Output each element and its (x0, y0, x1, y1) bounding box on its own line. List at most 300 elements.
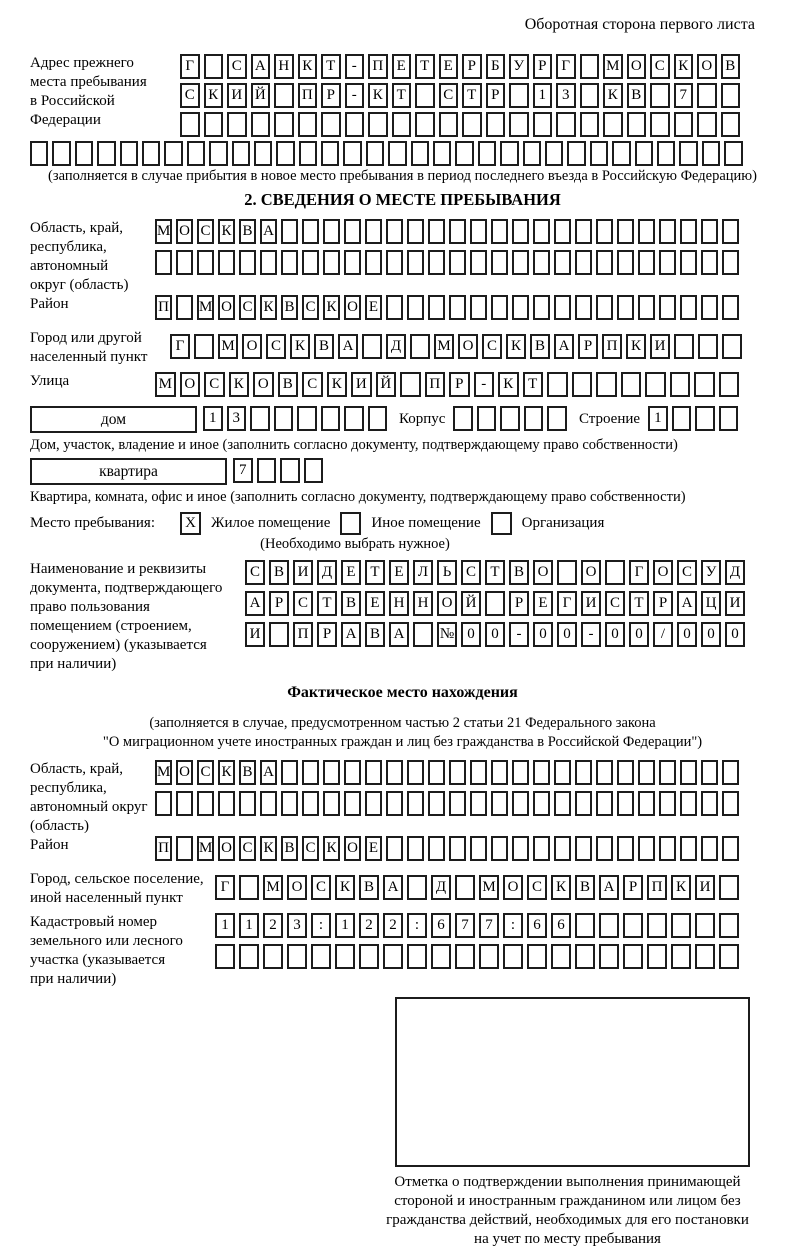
char-cell (388, 141, 406, 166)
char-cell (554, 791, 571, 816)
fact-title: Фактическое место нахождения (287, 684, 518, 701)
char-cell: И (695, 875, 715, 900)
char-cell (719, 913, 739, 938)
char-cell (491, 760, 508, 785)
char-cell: М (434, 334, 454, 359)
label-line: помещением (строением, (30, 618, 192, 634)
char-cell: Н (413, 591, 433, 616)
char-cell (697, 112, 717, 137)
char-cell: Д (431, 875, 451, 900)
fact-raion-row (155, 836, 743, 861)
char-cell: М (263, 875, 283, 900)
char-cell: Й (461, 591, 481, 616)
char-cell (323, 219, 340, 244)
label-line: Область, край, (30, 220, 124, 236)
char-cell (509, 83, 529, 108)
char-cell: Р (623, 875, 643, 900)
doc-block (30, 560, 775, 674)
char-cell (52, 141, 70, 166)
char-cell (176, 836, 193, 861)
label-line: документа, подтверждающего (30, 580, 223, 596)
char-cell: К (603, 83, 623, 108)
dom-caption: Дом, участок, владение и иное (заполнить согласно документу, подтверждающему право собственности) (30, 437, 678, 453)
char-cell (623, 944, 643, 969)
char-cell (486, 112, 506, 137)
doc-row-2 (245, 591, 749, 616)
char-cell: П (602, 334, 622, 359)
char-cell (512, 836, 529, 861)
label-line: иной населенный пункт (30, 890, 183, 906)
char-cell: 7 (674, 83, 694, 108)
char-cell: С (197, 219, 214, 244)
char-cell (575, 913, 595, 938)
char-cell (428, 791, 445, 816)
char-cell (672, 406, 692, 431)
char-cell: - (581, 622, 601, 647)
char-cell: П (155, 836, 172, 861)
place-type-row (30, 512, 775, 535)
char-cell (617, 836, 634, 861)
char-cell: В (359, 875, 379, 900)
char-cell: 2 (263, 913, 283, 938)
char-cell: С (439, 83, 459, 108)
char-cell (311, 944, 331, 969)
label-line: Кадастровый номер (30, 914, 157, 930)
char-cell (680, 760, 697, 785)
kvartira-block (30, 458, 775, 487)
gorod-label (30, 329, 170, 367)
char-cell: О (581, 560, 601, 585)
char-cell (478, 141, 496, 166)
char-cell: О (437, 591, 457, 616)
char-cell (491, 836, 508, 861)
char-cell (281, 760, 298, 785)
char-cell (695, 406, 715, 431)
char-cell: 0 (677, 622, 697, 647)
char-cell (500, 406, 520, 431)
char-cell (697, 83, 717, 108)
char-cell: Р (486, 83, 506, 108)
char-cell (722, 760, 739, 785)
char-cell (176, 791, 193, 816)
fact-gorod-label (30, 870, 215, 908)
prev-address-block (30, 54, 775, 141)
char-cell: К (323, 836, 340, 861)
stamp-caption-line: гражданства действий, необходимых для его постановки (386, 1212, 749, 1228)
char-cell (512, 250, 529, 275)
kadastr-label (30, 913, 215, 989)
char-cell (407, 760, 424, 785)
char-cell (239, 791, 256, 816)
char-cell (722, 219, 739, 244)
char-cell (455, 875, 475, 900)
char-cell: В (239, 760, 256, 785)
char-cell (491, 295, 508, 320)
char-cell: Т (317, 591, 337, 616)
char-cell (204, 54, 224, 79)
char-cell (680, 250, 697, 275)
char-cell (321, 141, 339, 166)
char-cell: А (341, 622, 361, 647)
char-cell: Р (449, 372, 470, 397)
label-line: Область, край, (30, 761, 124, 777)
char-cell (551, 944, 571, 969)
char-cell (386, 836, 403, 861)
char-cell: 0 (725, 622, 745, 647)
ulitsa-block (30, 372, 775, 401)
char-cell (554, 760, 571, 785)
checkbox-inoe-pomeshchenie (340, 512, 361, 535)
char-cell: С (311, 875, 331, 900)
char-cell (75, 141, 93, 166)
char-cell (386, 295, 403, 320)
char-cell: 7 (455, 913, 475, 938)
char-cell (30, 141, 48, 166)
char-cell (218, 250, 235, 275)
place-type-note: (Необходимо выбрать нужное) (260, 536, 450, 552)
char-cell (556, 112, 576, 137)
char-cell (617, 295, 634, 320)
char-cell (433, 141, 451, 166)
char-cell (545, 141, 563, 166)
char-cell: Г (180, 54, 200, 79)
char-cell (596, 295, 613, 320)
korpus-label: Корпус (399, 411, 446, 427)
char-cell (617, 219, 634, 244)
fact-oblast-row-2 (155, 791, 743, 816)
label-line: участка (указывается (30, 952, 166, 968)
char-cell (554, 219, 571, 244)
char-cell: М (479, 875, 499, 900)
dom-field-label-box: дом (30, 406, 197, 433)
char-cell (413, 622, 433, 647)
char-cell: О (253, 372, 274, 397)
char-cell (428, 760, 445, 785)
char-cell: А (677, 591, 697, 616)
char-cell (701, 295, 718, 320)
char-cell (680, 295, 697, 320)
char-cell: 3 (287, 913, 307, 938)
char-cell (239, 944, 259, 969)
char-cell (638, 836, 655, 861)
char-cell (297, 406, 317, 431)
raion-row (155, 295, 743, 320)
char-cell (575, 791, 592, 816)
char-cell (274, 83, 294, 108)
char-cell (321, 112, 341, 137)
char-cell: А (251, 54, 271, 79)
char-cell (659, 836, 676, 861)
label-line: республика, (30, 780, 107, 796)
char-cell (410, 334, 430, 359)
char-cell (533, 295, 550, 320)
char-cell (596, 836, 613, 861)
raion-label: Район (30, 296, 69, 312)
char-cell (415, 83, 435, 108)
char-cell (623, 913, 643, 938)
char-cell (638, 250, 655, 275)
char-cell (386, 791, 403, 816)
char-cell: К (260, 836, 277, 861)
char-cell (269, 622, 289, 647)
char-cell (180, 112, 200, 137)
char-cell (439, 112, 459, 137)
char-cell (197, 791, 214, 816)
char-cell: П (298, 83, 318, 108)
char-cell (509, 112, 529, 137)
char-cell: И (293, 560, 313, 585)
prev-address-row-3 (180, 112, 744, 137)
char-cell: В (509, 560, 529, 585)
label-line: Город или другой (30, 330, 142, 346)
label-line: республика, (30, 239, 107, 255)
char-cell: К (323, 295, 340, 320)
char-cell (470, 295, 487, 320)
char-cell: К (368, 83, 388, 108)
char-cell (679, 141, 697, 166)
char-cell: К (327, 372, 348, 397)
oblast-label (30, 219, 155, 295)
char-cell: К (335, 875, 355, 900)
char-cell (232, 141, 250, 166)
char-cell: Р (317, 622, 337, 647)
char-cell (477, 406, 497, 431)
char-cell: Й (376, 372, 397, 397)
char-cell: - (345, 83, 365, 108)
char-cell: Р (509, 591, 529, 616)
char-cell: У (701, 560, 721, 585)
label-line: округ (область) (30, 277, 129, 293)
char-cell: Ь (437, 560, 457, 585)
char-cell (680, 791, 697, 816)
char-cell (617, 791, 634, 816)
kvartira-row (233, 458, 327, 483)
char-cell (575, 219, 592, 244)
char-cell (524, 406, 544, 431)
char-cell (218, 791, 235, 816)
char-cell: У (509, 54, 529, 79)
char-cell: Ц (701, 591, 721, 616)
char-cell (281, 219, 298, 244)
char-cell (533, 836, 550, 861)
char-cell: С (482, 334, 502, 359)
char-cell: М (197, 295, 214, 320)
char-cell: К (498, 372, 519, 397)
char-cell (407, 791, 424, 816)
char-cell (650, 83, 670, 108)
char-cell (155, 791, 172, 816)
char-cell (359, 944, 379, 969)
char-cell: О (242, 334, 262, 359)
char-cell: А (260, 760, 277, 785)
char-cell (470, 250, 487, 275)
char-cell (695, 944, 715, 969)
char-cell (596, 372, 617, 397)
char-cell: С (461, 560, 481, 585)
char-cell: Е (365, 295, 382, 320)
char-cell (719, 944, 739, 969)
char-cell: С (239, 836, 256, 861)
char-cell (260, 791, 277, 816)
char-cell (638, 295, 655, 320)
char-cell (635, 141, 653, 166)
char-cell: 0 (557, 622, 577, 647)
char-cell (411, 141, 429, 166)
char-cell (512, 791, 529, 816)
char-cell: - (509, 622, 529, 647)
char-cell: П (293, 622, 313, 647)
doc-label (30, 560, 245, 674)
char-cell (491, 791, 508, 816)
fact-raion-block (30, 836, 775, 865)
char-cell (523, 141, 541, 166)
char-cell (638, 791, 655, 816)
char-cell (590, 141, 608, 166)
kadastr-row-1 (215, 913, 743, 938)
char-cell: С (239, 295, 256, 320)
char-cell (428, 836, 445, 861)
char-cell: / (653, 622, 673, 647)
char-cell (366, 141, 384, 166)
char-cell: Е (439, 54, 459, 79)
char-cell: М (155, 760, 172, 785)
char-cell: С (266, 334, 286, 359)
char-cell: К (204, 83, 224, 108)
char-cell (287, 944, 307, 969)
char-cell (567, 141, 585, 166)
gorod-row (170, 334, 746, 359)
char-cell: К (671, 875, 691, 900)
char-cell: И (725, 591, 745, 616)
fact-notes (30, 714, 775, 752)
char-cell: Е (392, 54, 412, 79)
ulitsa-label: Улица (30, 373, 70, 389)
char-cell (280, 458, 300, 483)
char-cell (557, 560, 577, 585)
label-line: при наличии) (30, 656, 117, 672)
char-cell: 6 (431, 913, 451, 938)
char-cell: С (197, 760, 214, 785)
kadastr-rows (215, 913, 743, 973)
char-cell (345, 112, 365, 137)
char-cell: К (218, 760, 235, 785)
char-cell: 0 (605, 622, 625, 647)
fact-gorod-row (215, 875, 743, 900)
kadastr-block (30, 913, 775, 989)
char-cell: С (605, 591, 625, 616)
char-cell: С (204, 372, 225, 397)
char-cell (281, 250, 298, 275)
char-cell (344, 406, 364, 431)
char-cell (176, 250, 193, 275)
char-cell (453, 406, 473, 431)
char-cell: Л (413, 560, 433, 585)
char-cell (362, 334, 382, 359)
char-cell: В (627, 83, 647, 108)
char-cell (491, 250, 508, 275)
char-cell (428, 219, 445, 244)
char-cell (599, 913, 619, 938)
char-cell: И (227, 83, 247, 108)
char-cell (142, 141, 160, 166)
char-cell: Н (389, 591, 409, 616)
char-cell (323, 791, 340, 816)
char-cell: С (650, 54, 670, 79)
char-cell: Т (365, 560, 385, 585)
char-cell (722, 295, 739, 320)
char-cell (659, 791, 676, 816)
char-cell (533, 250, 550, 275)
char-cell: А (260, 219, 277, 244)
char-cell: П (647, 875, 667, 900)
char-cell (302, 791, 319, 816)
char-cell (645, 372, 666, 397)
option-label-inoe: Иное помещение (371, 515, 481, 531)
char-cell: И (650, 334, 670, 359)
char-cell: 6 (527, 913, 547, 938)
char-cell (428, 295, 445, 320)
char-cell (575, 250, 592, 275)
char-cell (547, 372, 568, 397)
label-line: сооружением) (указывается (30, 637, 207, 653)
char-cell (701, 836, 718, 861)
char-cell (449, 250, 466, 275)
char-cell: В (341, 591, 361, 616)
char-cell (599, 944, 619, 969)
char-cell (368, 112, 388, 137)
char-cell (449, 760, 466, 785)
char-cell: Р (269, 591, 289, 616)
char-cell (533, 791, 550, 816)
char-cell: Т (321, 54, 341, 79)
char-cell (263, 944, 283, 969)
place-type-label: Место пребывания: (30, 515, 155, 531)
label-line: автономный округ (30, 799, 148, 815)
char-cell: О (344, 295, 361, 320)
char-cell: 0 (533, 622, 553, 647)
char-cell (250, 406, 270, 431)
char-cell (647, 944, 667, 969)
char-cell (204, 112, 224, 137)
fact-gorod-block (30, 870, 775, 908)
char-cell (227, 112, 247, 137)
char-cell: Р (321, 83, 341, 108)
char-cell: С (180, 83, 200, 108)
char-cell (638, 760, 655, 785)
stroenie-row (648, 406, 742, 431)
char-cell: 3 (227, 406, 247, 431)
char-cell (596, 791, 613, 816)
label-line: Адрес прежнего (30, 55, 134, 71)
prev-address-rows (180, 54, 744, 141)
char-cell: С (302, 836, 319, 861)
char-cell (554, 250, 571, 275)
char-cell: № (437, 622, 457, 647)
char-cell (617, 250, 634, 275)
char-cell (302, 760, 319, 785)
char-cell (485, 591, 505, 616)
label-line: автономный (30, 258, 109, 274)
char-cell: : (407, 913, 427, 938)
label-line: Федерации (30, 112, 101, 128)
char-cell (304, 458, 324, 483)
char-cell (721, 112, 741, 137)
char-cell (455, 944, 475, 969)
checkbox-zhiloe-pomeshchenie: X (180, 512, 201, 535)
char-cell (722, 250, 739, 275)
char-cell (702, 141, 720, 166)
char-cell (721, 83, 741, 108)
